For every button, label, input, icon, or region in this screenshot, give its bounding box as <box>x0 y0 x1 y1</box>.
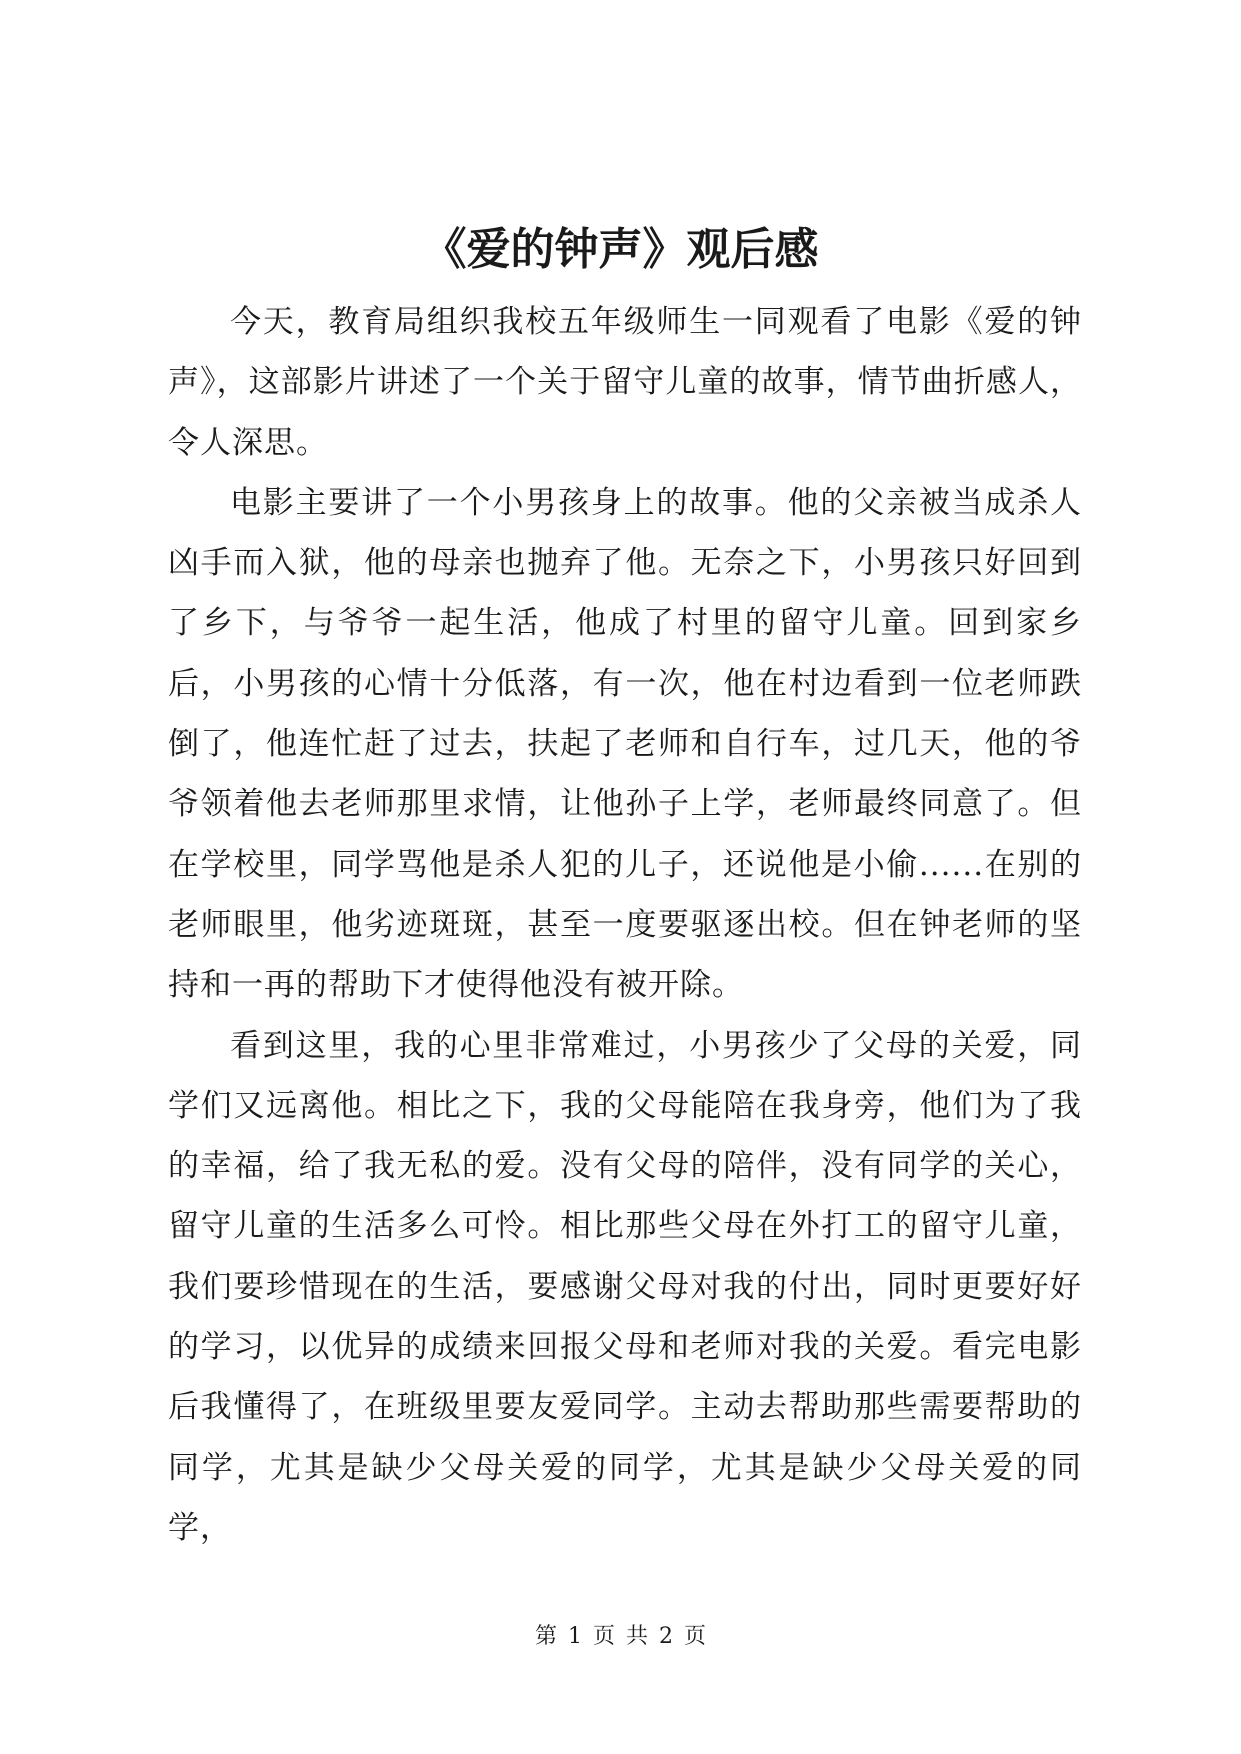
document-title: 《爱的钟声》观后感 <box>422 224 819 275</box>
paragraph-2: 电影主要讲了一个小男孩身上的故事。他的父亲被当成杀人凶手而入狱，他的母亲也抛弃了他。无奈之下，小男孩只好回到了乡下，与爷爷一起生活，他成了村里的留守儿童。回到家乡后，小男孩的心情十分低落，有一次，他在村边看到一位老师跌倒了，他连忙赶了过去，扶起了老师和自行车，过几天，他的爷爷领着他去老师那里求情，让他孙子上学，老师最终同意了。但在学校里，同学骂他是杀人犯的儿子，还说他是小偷......在别的老师眼里，他劣迹斑斑，甚至一度要驱逐出校。但在钟老师的坚持和一再的帮助下才使得他没有被开除。 <box>168 484 1082 1004</box>
paragraph-3: 看到这里，我的心里非常难过，小男孩少了父母的关爱，同学们又远离他。相比之下，我的父母能陪在我身旁，他们为了我的幸福，给了我无私的爱。没有父母的陪伴，没有同学的关心，留守儿童的生活多么可怜。相比那些父母在外打工的留守儿童，我们要珍惜现在的生活，要感谢父母对我的付出，同时更要好好的学习，以优异的成绩来回报父母和老师对我的关爱。看完电影后我懂得了，在班级里要友爱同学。主动去帮助那些需要帮助的同学，尤其是缺少父母关爱的同学，尤其是缺少父母关爱的同学， <box>168 1027 1082 1546</box>
paragraph-1: 今天，教育局组织我校五年级师生一同观看了电影《爱的钟声》，这部影片讲述了一个关于留守儿童的故事，情节曲折感人，令人深思。 <box>168 304 1082 461</box>
document-body <box>168 292 1082 1558</box>
page-number-footer: 第 1 页 共 2 页 <box>535 1624 706 1649</box>
